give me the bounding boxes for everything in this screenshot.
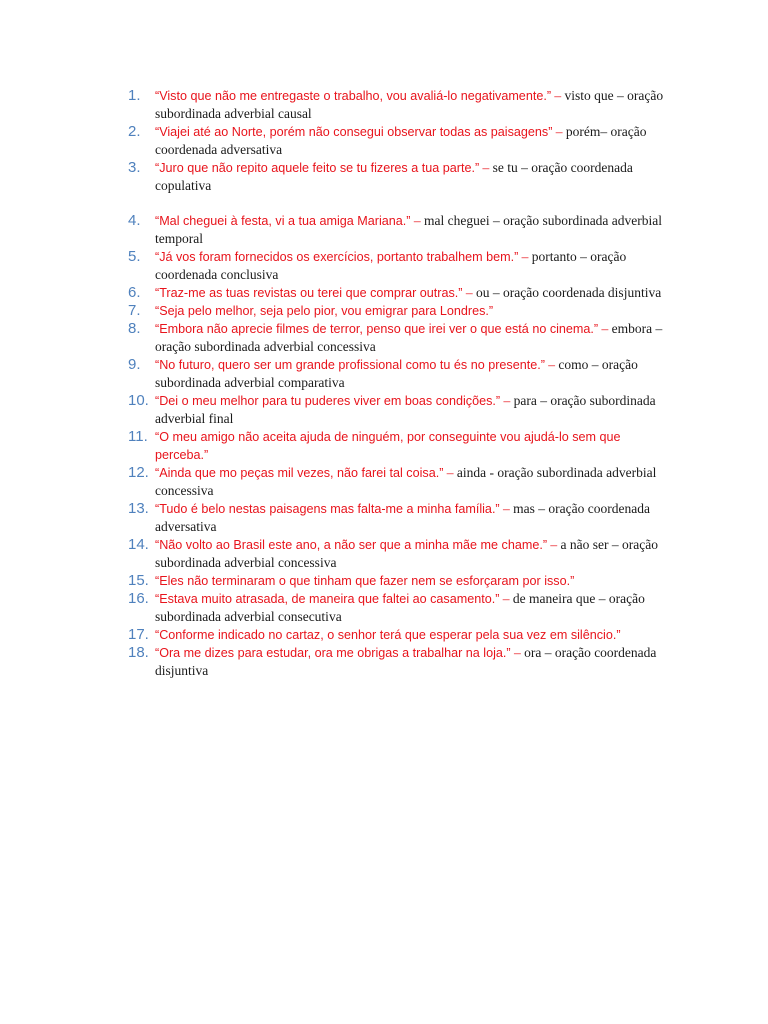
- item-number: 13.: [128, 500, 149, 517]
- item-dash: –: [518, 249, 532, 264]
- list-item: [128, 356, 668, 392]
- item-quote: “No futuro, quero ser um grande profissional como tu és no presente.”: [155, 358, 545, 372]
- item-number: 9.: [128, 356, 141, 373]
- item-explanation: para – oração subordinada adverbial final: [155, 393, 656, 426]
- item-number: 10.: [128, 392, 149, 409]
- item-number: 3.: [128, 159, 141, 176]
- item-explanation: porém– oração coordenada adversativa: [155, 124, 647, 157]
- item-number: 2.: [128, 123, 141, 140]
- item-explanation: como – oração subordinada adverbial comparativa: [155, 357, 638, 390]
- item-number: 18.: [128, 644, 149, 661]
- item-quote: “Mal cheguei à festa, vi a tua amiga Mariana.”: [155, 214, 411, 228]
- item-quote: “Conforme indicado no cartaz, o senhor terá que esperar pela sua vez em silêncio.”: [155, 628, 621, 642]
- item-quote: “Ainda que mo peças mil vezes, não farei tal coisa.”: [155, 466, 444, 480]
- item-dash: –: [479, 160, 493, 175]
- item-number: 15.: [128, 572, 149, 589]
- item-dash: –: [499, 501, 514, 516]
- item-explanation: de maneira que – oração subordinada adverbial consecutiva: [155, 591, 645, 624]
- item-quote: “Ora me dizes para estudar, ora me obrigas a trabalhar na loja.”: [155, 646, 511, 660]
- item-dash: –: [544, 357, 559, 372]
- list-item: [128, 428, 668, 464]
- list-item: [128, 87, 668, 123]
- item-number: 16.: [128, 590, 149, 607]
- list-item: [128, 248, 668, 284]
- item-quote: “Já vos foram fornecidos os exercícios, portanto trabalhem bem.”: [155, 250, 519, 264]
- list-item: [128, 572, 668, 590]
- item-explanation: a não ser – oração subordinada adverbial concessiva: [155, 537, 658, 570]
- item-number: 7.: [128, 302, 141, 319]
- item-explanation: visto que – oração subordinada adverbial causal: [155, 88, 664, 121]
- item-dash: –: [410, 213, 424, 228]
- list-item: [128, 464, 668, 500]
- item-quote: “Tudo é belo nestas paisagens mas falta-me a minha família.”: [155, 502, 500, 516]
- item-quote: “Juro que não repito aquele feito se tu fizeres a tua parte.”: [155, 161, 480, 175]
- item-dash: –: [500, 393, 514, 408]
- item-dash: –: [462, 285, 476, 300]
- item-dash: –: [552, 124, 566, 139]
- item-dash: –: [547, 537, 561, 552]
- exercise-list: [128, 87, 668, 680]
- item-quote: “Dei o meu melhor para tu puderes viver em boas condições.”: [155, 394, 501, 408]
- item-dash: –: [443, 465, 457, 480]
- list-item: [128, 212, 668, 248]
- item-explanation: mal cheguei – oração subordinada adverbial temporal: [155, 213, 663, 246]
- list-item: [128, 590, 668, 626]
- item-explanation: ou – oração coordenada disjuntiva: [476, 285, 662, 300]
- item-dash: –: [551, 88, 565, 103]
- item-quote: “Viajei até ao Norte, porém não consegui observar todas as paisagens”: [155, 125, 553, 139]
- list-item: [128, 123, 668, 159]
- item-quote: “Visto que não me entregaste o trabalho, vou avaliá-lo negativamente.”: [155, 89, 552, 103]
- item-number: 1.: [128, 87, 141, 104]
- item-number: 17.: [128, 626, 149, 643]
- list-item: [128, 159, 668, 195]
- list-item: [128, 536, 668, 572]
- item-explanation: portanto – oração coordenada conclusiva: [155, 249, 627, 282]
- item-number: 8.: [128, 320, 141, 337]
- item-explanation: embora – oração subordinada adverbial concessiva: [155, 321, 663, 354]
- item-explanation: mas – oração coordenada adversativa: [155, 501, 650, 534]
- item-number: 4.: [128, 212, 141, 229]
- list-item: [128, 500, 668, 536]
- item-explanation: se tu – oração coordenada copulativa: [155, 160, 633, 193]
- item-explanation: ora – oração coordenada disjuntiva: [155, 645, 657, 678]
- list-item: [128, 302, 668, 320]
- item-dash: –: [598, 321, 612, 336]
- list-item: [128, 392, 668, 428]
- item-number: 11.: [128, 428, 148, 445]
- item-quote: “Não volto ao Brasil este ano, a não ser que a minha mãe me chame.”: [155, 538, 548, 552]
- item-number: 5.: [128, 248, 141, 265]
- item-quote: “O meu amigo não aceita ajuda de ninguém, por conseguinte vou ajudá-lo sem que perceba.”: [155, 430, 621, 462]
- list-item: [128, 626, 668, 644]
- item-number: 14.: [128, 536, 149, 553]
- list-item: [128, 644, 668, 680]
- item-quote: “Estava muito atrasada, de maneira que faltei ao casamento.”: [155, 592, 500, 606]
- item-dash: –: [499, 591, 513, 606]
- item-quote: “Traz-me as tuas revistas ou terei que comprar outras.”: [155, 286, 463, 300]
- item-quote: “Seja pelo melhor, seja pelo pior, vou emigrar para Londres.”: [155, 304, 494, 318]
- item-explanation: ainda - oração subordinada adverbial concessiva: [155, 465, 657, 498]
- item-quote: “Embora não aprecie filmes de terror, penso que irei ver o que está no cinema.”: [155, 322, 599, 336]
- item-number: 12.: [128, 464, 149, 481]
- item-quote: “Eles não terminaram o que tinham que fazer nem se esforçaram por isso.”: [155, 574, 575, 588]
- item-number: 6.: [128, 284, 141, 301]
- list-item: [128, 320, 668, 356]
- list-item: [128, 284, 668, 302]
- item-dash: –: [510, 645, 525, 660]
